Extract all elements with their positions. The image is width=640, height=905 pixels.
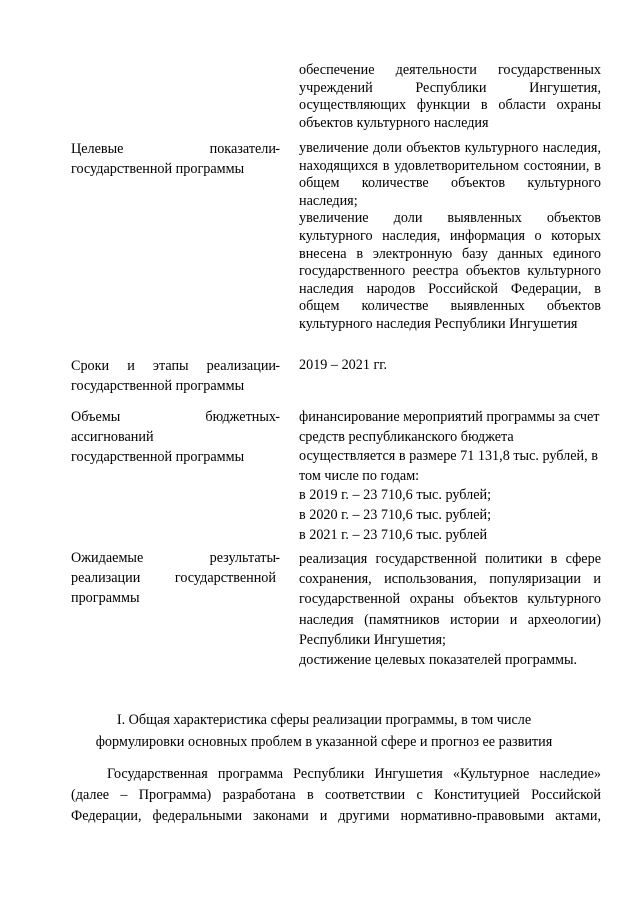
row-value [299,140,601,334]
row-value-paragraph: в 2020 г. – 23 710,6 тыс. рублей; [299,506,492,523]
row-value-paragraph: достижение целевых показателей программы. [299,652,578,669]
row-label-line: реализации государственной [71,570,276,586]
paragraph-line: Государственная программа Республики Ингушетия «Культурное наследие» [107,766,601,782]
section-heading: I. Общая характеристика сферы реализации программы, в том числе формулировки основных проблем в указанной сфере и прогноз ее развития [95,712,553,750]
row-label-line: Сроки и этапы реализации [71,358,276,374]
row-dash: - [275,141,280,157]
row-label [71,139,276,179]
row-value-paragraph: 2019 – 2021 гг. [299,357,388,373]
continuation-text: обеспечение деятельности государственных учреждений Республики Ингушетия, осуществляющих функции в области охраны объектов культурного наследия [299,62,601,131]
row-label-line: Целевые показатели [71,141,276,157]
paragraph-line: (далее – Программа) разработана в соответствии с Конституцией Российской [71,787,601,803]
row-label-line: ассигнований [71,429,154,445]
row-value [299,408,601,545]
row-value-paragraph: в 2021 г. – 23 710,6 тыс. рублей [299,526,488,543]
row-label-line: государственной программы [71,161,245,177]
row-dash: - [275,550,280,566]
row-label-line: программы [71,590,140,606]
row-value [299,357,601,375]
row-label-line: государственной программы [71,449,245,465]
row-value-paragraph: реализация государственной политики в сфере сохранения, использования, популяризации и государственной охраны объектов культурного наследия (памятников истории и археологии) Республики Ингушетия; [299,551,601,648]
paragraph-line: Федерации, федеральными законами и другими нормативно-правовыми актами, [71,808,601,824]
row-label-line: Ожидаемые результаты [71,550,276,566]
body-paragraph [71,764,601,827]
row-value-paragraph: увеличение доли объектов культурного наследия, находящихся в удовлетворительном состоянии, в общем количестве объектов культурного наследия; [299,140,601,209]
row-dash: - [275,358,280,374]
row-label [71,407,276,467]
row-value-paragraph: увеличение доли выявленных объектов культурного наследия, информация о которых внесена в электронную базу данных единого государственного реестра объектов культурного наследия народов Российской Федерации, в общем количестве выявленных объектов культурного наследия Республики Ингушетия [299,210,601,332]
row-value [299,549,601,670]
row-label-line: Объемы бюджетных [71,409,276,425]
row-value-paragraph: в 2019 г. – 23 710,6 тыс. рублей; [299,487,492,504]
row-value-paragraph: финансирование мероприятий программы за счет средств республиканского бюджета осуществляется в размере 71 131,8 тыс. рублей, в том числе по годам: [299,409,600,484]
row-label [71,356,276,396]
row-dash: - [275,409,280,425]
row-label [71,548,276,608]
row-label-line: государственной программы [71,378,245,394]
